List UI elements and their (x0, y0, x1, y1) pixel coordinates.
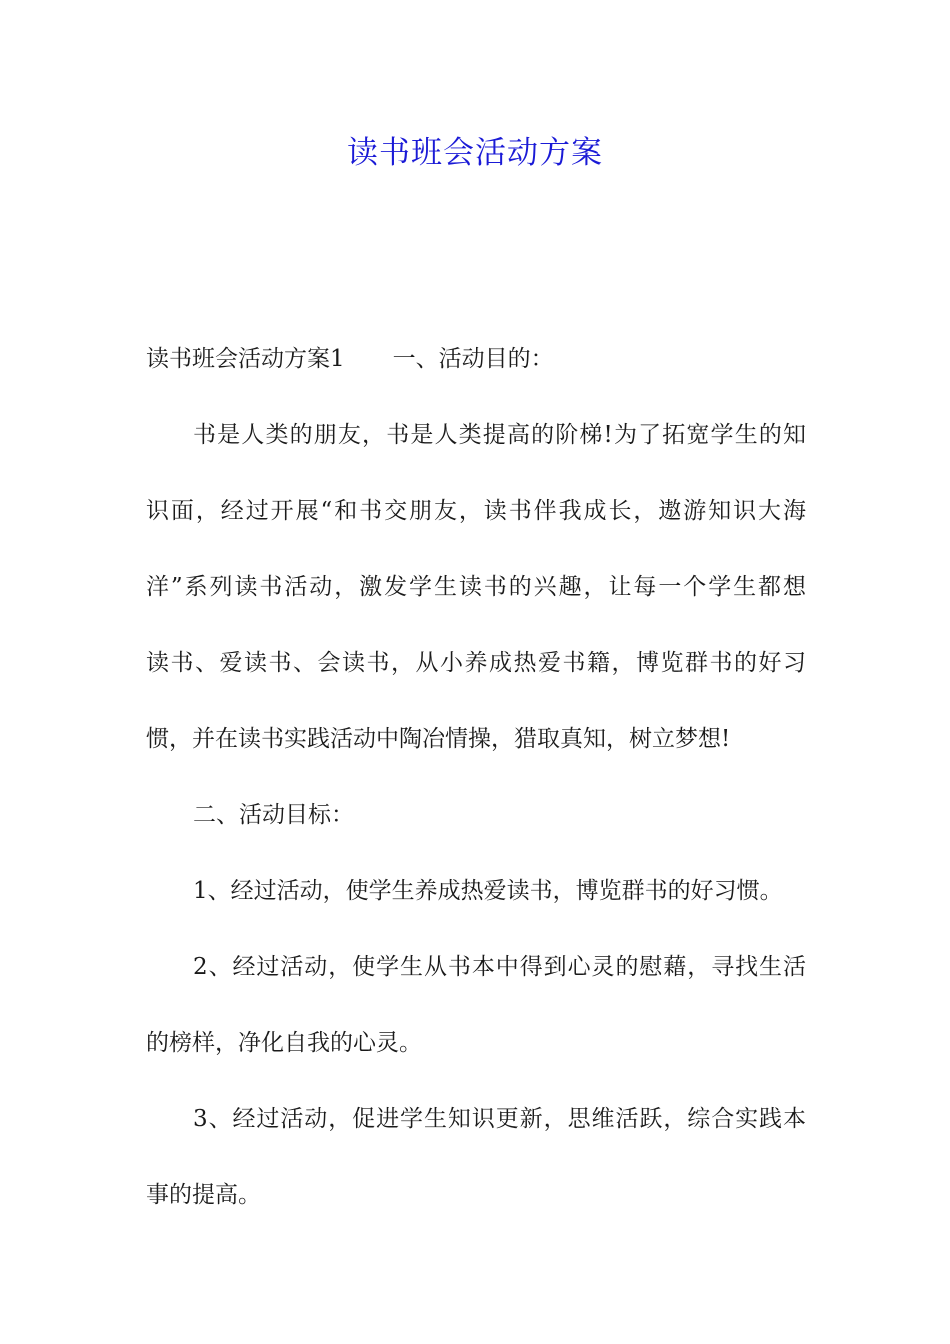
goal-item-3-line: 事的提高。 (146, 1182, 261, 1208)
heading-line (146, 333, 554, 385)
plan-label: 读书班会活动方案1 (146, 346, 345, 372)
goal-item-1: 1、经过活动，使学生养成热爱读书，博览群书的好习惯。 (193, 878, 783, 904)
section-heading-goals: 二、活动目标： (193, 802, 354, 828)
goal-item-2-line: 2、经过活动，使学生从书本中得到心灵的慰藉，寻找生活 (193, 954, 806, 980)
document-title: 读书班会活动方案 (347, 135, 603, 171)
purpose-line: 洋”系列读书活动，激发学生读书的兴趣，让每一个学生都想 (146, 574, 806, 600)
goal-item-3-line: 3、经过活动，促进学生知识更新，思维活跃，综合实践本 (193, 1106, 806, 1132)
section-heading-purpose: 一、活动目的： (392, 346, 554, 372)
purpose-line: 读书、爱读书、会读书，从小养成热爱书籍，博览群书的好习 (146, 650, 806, 676)
purpose-line: 书是人类的朋友，书是人类提高的阶梯!为了拓宽学生的知 (193, 422, 806, 448)
goal-item-2-line: 的榜样，净化自我的心灵。 (146, 1030, 422, 1056)
purpose-line: 识面，经过开展“和书交朋友，读书伴我成长，遨游知识大海 (146, 498, 806, 524)
purpose-line: 惯，并在读书实践活动中陶冶情操，猎取真知，树立梦想! (146, 726, 731, 752)
